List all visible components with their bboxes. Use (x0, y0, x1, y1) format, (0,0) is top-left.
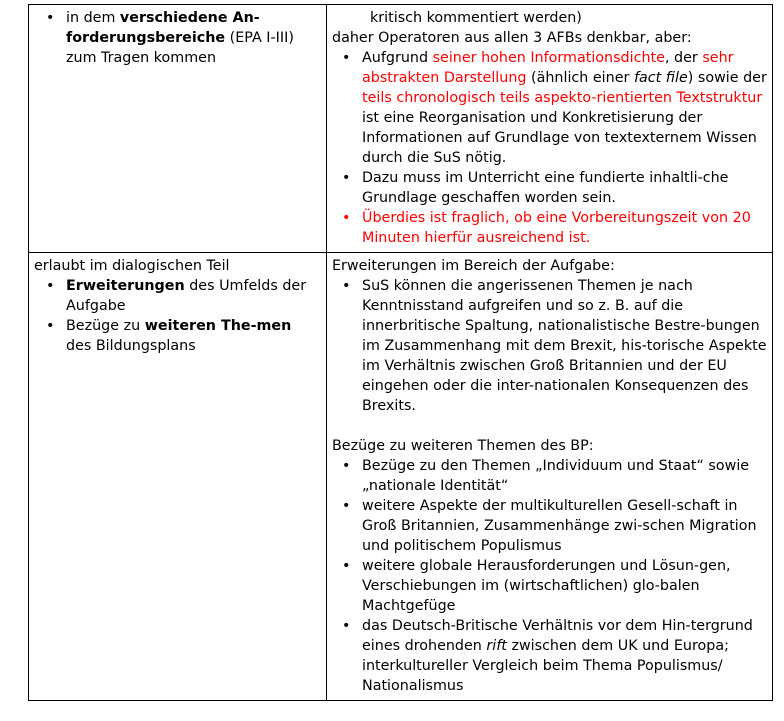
text-run-red: Überdies ist fraglich, ob eine Vorbereitungszeit von 20 Minuten hierfür ausreichend ist. (362, 210, 756, 246)
text-run-italic: rift (486, 638, 507, 654)
row2-right-bullet-list-a (332, 276, 772, 416)
text-run-bold: verschiedene An-forderungsbereiche (66, 10, 260, 46)
row1-right-content (327, 5, 772, 252)
row1-left-cell (29, 5, 327, 253)
table-body (29, 5, 773, 701)
text-run: des Bildungsplans (66, 318, 296, 354)
text-run: Dazu muss im Unterricht eine fundierte inhaltli-che Grundlage geschaffen worden sein. (362, 170, 734, 206)
text-run: des Umfelds der Aufgabe (66, 278, 311, 314)
section-heading: Erweiterungen im Bereich der Aufgabe: (332, 258, 615, 274)
list-item (332, 168, 767, 208)
row1-left-content (29, 5, 326, 72)
text-run: das Deutsch-Britische Verhältnis vor dem Hin-tergrund eines drohenden (362, 618, 758, 654)
text-run: ist eine Reorganisation und Konkretisierung der Informationen auf Grundlage von textexternem Wissen durch die SuS nötig. (362, 90, 767, 166)
text-run: zwischen dem UK und Europa; interkultureller Vergleich beim Thema Populismus/ Nationalismus (362, 638, 734, 694)
text-run: Bezüge zu den Themen „Individuum und Staat“ sowie „nationale Identität“ (362, 458, 754, 494)
criteria-table (28, 4, 773, 701)
list-item (34, 276, 321, 316)
list-item (332, 208, 767, 248)
list-item (34, 8, 321, 68)
intro-line: erlaubt im dialogischen Teil (34, 258, 230, 274)
list-item (332, 556, 767, 616)
text-run-red: sehr abstrakten Darstellung (362, 50, 739, 86)
text-run: , der (664, 50, 703, 66)
text-run-bold: Erweiterungen (66, 278, 185, 294)
row2-right-bullet-list-b (332, 456, 767, 696)
list-item (332, 616, 767, 696)
list-item (332, 48, 772, 168)
list-item (332, 496, 767, 556)
table-row (29, 5, 773, 253)
row2-right-cell (327, 253, 773, 701)
text-run-red: teils chronologisch teils aspekto-rientierten Textstruktur (362, 90, 763, 106)
text-run: SuS können die angerissenen Themen je nach Kenntnisstand aufgreifen und so z. B. auf die innerbritische Spaltung, nationalistische Bestre-bungen im Zusammenhang mit dem Brexit, his-torische Aspekte im Verhältnis zwischen Groß Britannien und der EU eingehen oder die inter-nationalen Konsequenzen des Brexits. (362, 278, 772, 414)
row1-left-bullet-list (34, 8, 321, 68)
row1-right-bullet-list (332, 48, 772, 248)
row1-right-cell (327, 5, 773, 253)
text-run: Bezüge zu (66, 318, 145, 334)
text-run: Aufgrund (362, 50, 433, 66)
row2-right-content (327, 253, 772, 700)
text-run: weitere globale Herausforderungen und Lösun-gen, Verschiebungen im (wirtschaftlichen) glo-balen Machtgefüge (362, 558, 736, 614)
intro-line: kritisch kommentiert werden) (370, 10, 582, 26)
section-heading: Bezüge zu weiteren Themen des BP: (332, 438, 594, 454)
row2-left-cell (29, 253, 327, 701)
intro-line: daher Operatoren aus allen 3 AFBs denkbar, aber: (332, 30, 692, 46)
list-item (332, 456, 767, 496)
text-run-bold: weiteren The-men (144, 318, 292, 334)
text-run: in dem (66, 10, 120, 26)
text-run: (ähnlich einer (526, 70, 634, 86)
row2-left-content (29, 253, 326, 360)
list-item (34, 316, 321, 356)
text-run: weitere Aspekte der multikulturellen Gesell-schaft in Groß Britannien, Zusammenhänge zwi-schen Migration und politischem Populismus (362, 498, 762, 554)
text-run-red: seiner hohen Informationsdichte (432, 50, 665, 66)
list-item (332, 276, 772, 416)
text-run: (EPA I-III) zum Tragen kommen (66, 30, 299, 66)
row2-left-bullet-list (34, 276, 321, 356)
table-row (29, 253, 773, 701)
text-run: ) sowie der (687, 70, 772, 86)
text-run-italic: fact file (633, 70, 688, 86)
paragraph-spacer (332, 416, 767, 436)
